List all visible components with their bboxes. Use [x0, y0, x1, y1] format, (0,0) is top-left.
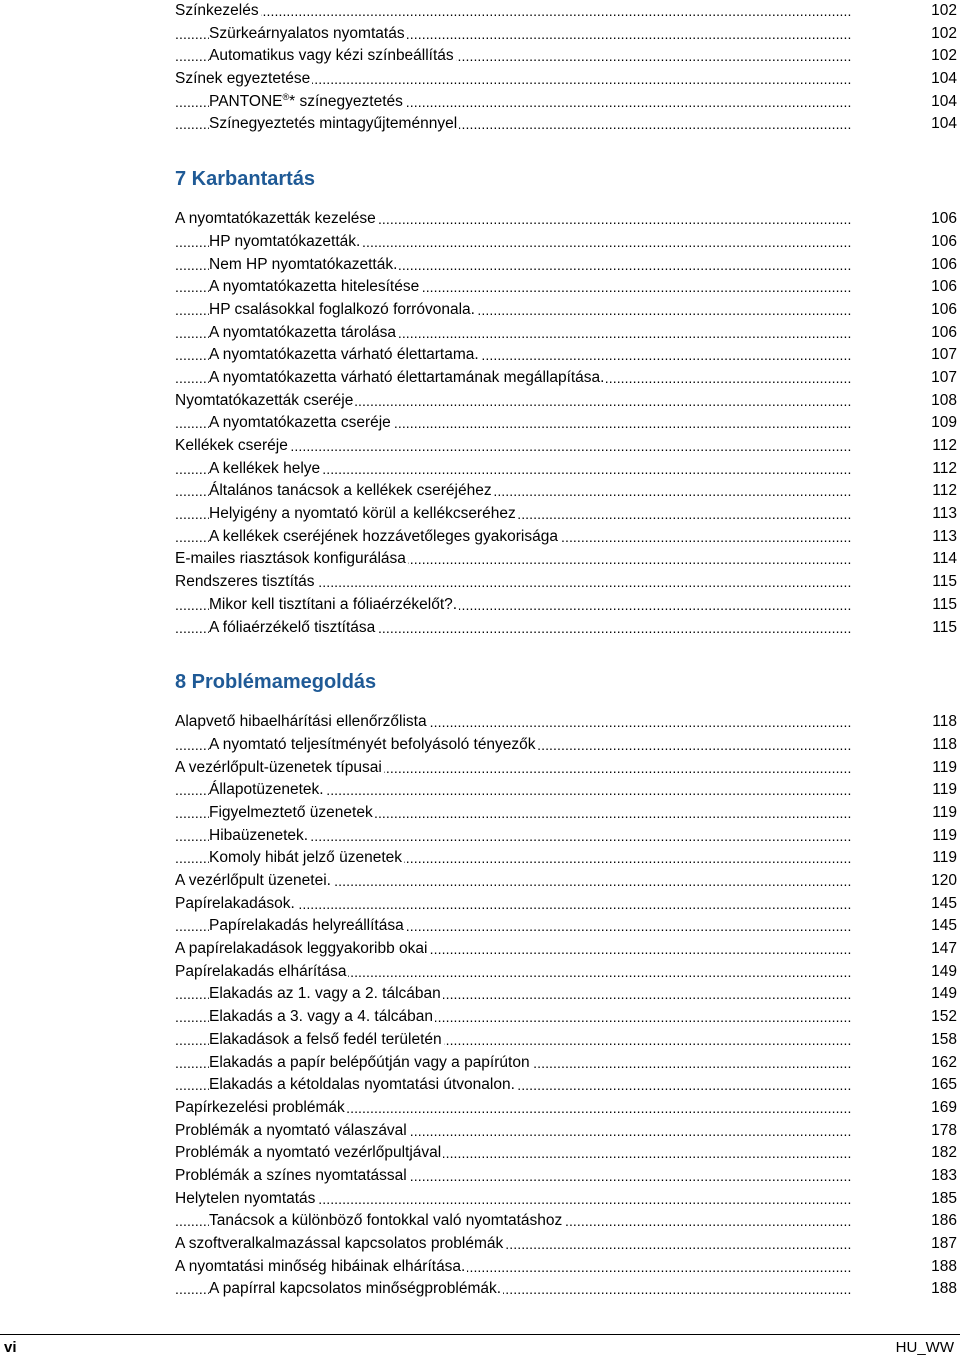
entry-title-text: Papírkezelési problémák: [175, 1098, 345, 1116]
entry-title: [209, 802, 375, 825]
entry-title: [209, 825, 310, 848]
page-ref: 162: [919, 1052, 957, 1075]
entry-title-suffix: * színegyeztetés: [289, 92, 403, 110]
toc-subentry[interactable]: [175, 503, 957, 526]
toc-entry[interactable]: [175, 870, 957, 893]
entry-title-text: A papírelakadások leggyakoribb okai: [175, 940, 428, 958]
page-ref: 106: [919, 231, 957, 254]
chapter-heading: 7 Karbantartás: [175, 168, 316, 191]
toc-entry[interactable]: [175, 1120, 957, 1143]
locale-code: HU_WW: [895, 1339, 954, 1356]
entry-title: [209, 458, 322, 481]
entry-title: [175, 961, 348, 984]
toc-subentry[interactable]: [175, 23, 957, 46]
toc-entry[interactable]: [175, 435, 957, 458]
entry-title-text: Elakadás a papír belépőútján vagy a papírúton: [209, 1053, 530, 1071]
page-ref: 113: [919, 503, 957, 526]
page-ref: 149: [919, 983, 957, 1006]
entry-title: [175, 548, 408, 571]
toc-subentry[interactable]: [175, 45, 957, 68]
page-ref: 108: [919, 390, 957, 413]
entry-title-text: Elakadás a 3. vagy a 4. tálcában: [209, 1008, 434, 1026]
toc-subentry[interactable]: [175, 847, 957, 870]
page-ref: 113: [919, 526, 957, 549]
entry-title: [209, 344, 481, 367]
toc-subentry[interactable]: [175, 276, 957, 299]
entry-title-text: A nyomtatókazetta várható élettartamának megállapítása.: [209, 368, 605, 386]
toc-entry[interactable]: [175, 938, 957, 961]
entry-title-text: A papírral kapcsolatos minőségproblémák.: [209, 1280, 502, 1298]
page-ref: 112: [919, 480, 957, 503]
toc-subentry[interactable]: [175, 594, 957, 617]
toc-entry[interactable]: [175, 1165, 957, 1188]
entry-title-text: A nyomtatókazetta tárolása: [209, 323, 396, 341]
entry-title-text: PANTONE: [209, 92, 283, 110]
entry-title-text: A kellékek helye: [209, 459, 321, 477]
page-ref: 119: [919, 757, 957, 780]
entry-title: [175, 711, 429, 734]
entry-title: [209, 1052, 532, 1075]
page-ref: 106: [919, 322, 957, 345]
toc-subentry[interactable]: [175, 779, 957, 802]
entry-title-text: Problémák a színes nyomtatással: [175, 1166, 407, 1184]
entry-title-text: Színkezelés: [175, 2, 259, 19]
entry-title: [209, 526, 560, 549]
entry-title-text: Figyelmeztető üzenetek: [209, 803, 373, 821]
entry-title: [175, 208, 378, 231]
table-of-contents: [175, 0, 957, 1301]
entry-title: [175, 938, 429, 961]
entry-title-text: HP nyomtatókazetták.: [209, 232, 361, 250]
entry-title: [209, 734, 538, 757]
entry-title: [209, 254, 399, 277]
entry-title: [175, 1120, 409, 1143]
page-ref: 183: [919, 1165, 957, 1188]
entry-title-text: Állapotüzenetek.: [209, 781, 324, 799]
entry-title: [175, 435, 290, 458]
page-ref: 119: [919, 779, 957, 802]
page-ref: 119: [919, 825, 957, 848]
page-ref: 115: [919, 617, 957, 640]
entry-title: [209, 412, 393, 435]
entry-title: [209, 276, 421, 299]
toc-subentry[interactable]: [175, 322, 957, 345]
entry-title: [175, 757, 384, 780]
entry-title-text: Színegyeztetés mintagyűjteménnyel: [209, 115, 458, 133]
entry-title: [175, 1188, 317, 1211]
entry-title-text: Rendszeres tisztítás: [175, 573, 315, 591]
entry-title: [175, 893, 297, 916]
toc-entry[interactable]: [175, 1188, 957, 1211]
entry-title: [175, 870, 333, 893]
entry-title-text: Elakadások a felső fedél területén: [209, 1030, 442, 1048]
page-ref: 182: [919, 1142, 957, 1165]
entry-title: [209, 23, 407, 46]
toc-subentry[interactable]: [175, 734, 957, 757]
entry-title-text: Automatikus vagy kézi színbeállítás: [209, 47, 454, 65]
entry-title-text: A nyomtató teljesítményét befolyásoló tényezők: [209, 735, 536, 753]
toc-entry[interactable]: [175, 757, 957, 780]
toc-subentry[interactable]: [175, 412, 957, 435]
entry-title: [175, 1233, 505, 1256]
entry-title-text: A nyomtatókazetta hitelesítése: [209, 278, 420, 296]
entry-title: [209, 367, 606, 390]
entry-title-text: A nyomtatókazetta várható élettartama.: [209, 346, 479, 364]
toc-subentry[interactable]: [175, 113, 957, 136]
page-ref: 119: [919, 802, 957, 825]
entry-title: [209, 1210, 564, 1233]
page-footer: [0, 1334, 960, 1361]
toc-entry[interactable]: [175, 1097, 957, 1120]
page-ref: 118: [919, 734, 957, 757]
entry-title: [175, 1142, 443, 1165]
entry-title-text: Papírelakadás elhárítása: [175, 962, 347, 980]
entry-title: [209, 503, 518, 526]
page-ref: 145: [919, 893, 957, 916]
entry-title-text: A vezérlőpult üzenetei.: [175, 872, 331, 889]
toc-entry[interactable]: [175, 0, 957, 23]
entry-title-text: Alapvető hibaelhárítási ellenőrzőlista: [175, 713, 427, 731]
toc-subentry[interactable]: [175, 254, 957, 277]
entry-title-text: Szürkeárnyalatos nyomtatás: [209, 24, 405, 42]
toc-subentry[interactable]: [175, 915, 957, 938]
entry-title: [209, 299, 477, 322]
entry-title-text: Elakadás az 1. vagy a 2. tálcában: [209, 985, 441, 1003]
page-ref: 178: [919, 1120, 957, 1143]
entry-title-text: HP csalásokkal foglalkozó forróvonala.: [209, 300, 475, 318]
page-number: vi: [4, 1339, 17, 1356]
registered-mark: ®: [282, 91, 290, 102]
entry-title: [175, 1097, 347, 1120]
page-ref: 115: [919, 594, 957, 617]
entry-title: [209, 1029, 444, 1052]
toc-subentry[interactable]: [175, 1074, 957, 1097]
toc-entry[interactable]: [175, 571, 957, 594]
toc-subentry[interactable]: [175, 1278, 957, 1301]
toc-entry[interactable]: [175, 893, 957, 916]
page-ref: 102: [919, 45, 957, 68]
page-ref: 120: [919, 870, 957, 893]
toc-entry[interactable]: [175, 711, 957, 734]
entry-title: [175, 0, 261, 23]
entry-title: [209, 847, 404, 870]
entry-title-text: Nem HP nyomtatókazetták.: [209, 255, 398, 273]
page-ref: 109: [919, 412, 957, 435]
page-ref: 152: [919, 1006, 957, 1029]
entry-title-text: Helytelen nyomtatás: [175, 1189, 316, 1207]
toc-subentry[interactable]: [175, 299, 957, 322]
entry-title-text: Papírelakadások.: [175, 894, 295, 912]
entry-title: [209, 1074, 517, 1097]
entry-title: [209, 779, 326, 802]
entry-title: [175, 68, 312, 91]
toc-subentry[interactable]: [175, 802, 957, 825]
page-ref: 102: [919, 23, 957, 46]
entry-title-text: Helyigény a nyomtató körül a kellékcseréhez: [209, 505, 516, 523]
toc-subentry[interactable]: [175, 1210, 957, 1233]
page-ref: 169: [919, 1097, 957, 1120]
page-ref: 106: [919, 299, 957, 322]
entry-title: [209, 91, 405, 114]
toc-entry[interactable]: [175, 961, 957, 984]
entry-title-text: Mikor kell tisztítani a fóliaérzékelőt?.: [209, 595, 458, 613]
toc-entry[interactable]: [175, 1256, 957, 1279]
page-ref: 165: [919, 1074, 957, 1097]
page-ref: 118: [919, 711, 957, 734]
toc-subentry[interactable]: [175, 91, 957, 114]
page-ref: 104: [919, 91, 957, 114]
toc-entry[interactable]: [175, 390, 957, 413]
toc-subentry[interactable]: [175, 458, 957, 481]
page-ref: 106: [919, 254, 957, 277]
page-ref: 104: [919, 113, 957, 136]
toc-subentry[interactable]: [175, 526, 957, 549]
entry-title-text: Problémák a nyomtató vezérlőpultjával: [175, 1144, 442, 1162]
toc-subentry[interactable]: [175, 825, 957, 848]
toc-subentry[interactable]: [175, 983, 957, 1006]
entry-title: [175, 390, 355, 413]
toc-entry[interactable]: [175, 208, 957, 231]
toc-subentry[interactable]: [175, 617, 957, 640]
entry-title: [209, 1278, 503, 1301]
entry-title-text: A nyomtatási minőség hibáinak elhárítása.: [175, 1257, 466, 1275]
entry-title-text: Hibaüzenetek.: [209, 826, 309, 844]
page-ref: 187: [919, 1233, 957, 1256]
page-ref: 119: [919, 847, 957, 870]
entry-title-text: A szoftveralkalmazással kapcsolatos problémák: [175, 1235, 504, 1252]
toc-entry[interactable]: [175, 548, 957, 571]
toc-subentry[interactable]: [175, 344, 957, 367]
entry-title: [209, 983, 443, 1006]
page-ref: 186: [919, 1210, 957, 1233]
entry-title-text: Nyomtatókazetták cseréje: [175, 391, 354, 409]
page-ref: 188: [919, 1256, 957, 1279]
page-ref: 106: [919, 276, 957, 299]
page-ref: 102: [919, 0, 957, 23]
entry-title: [209, 322, 398, 345]
entry-title-text: A nyomtatókazetták kezelése: [175, 210, 376, 228]
toc-subentry[interactable]: [175, 480, 957, 503]
entry-title-text: Tanácsok a különböző fontokkal való nyomtatáshoz: [209, 1212, 563, 1230]
page-ref: 115: [919, 571, 957, 594]
page-ref: 149: [919, 961, 957, 984]
page-ref: 107: [919, 344, 957, 367]
toc-subentry[interactable]: [175, 1052, 957, 1075]
entry-title-text: Papírelakadás helyreállítása: [209, 917, 404, 935]
page-ref: 114: [919, 548, 957, 571]
entry-title: [209, 617, 377, 640]
page-ref: 188: [919, 1278, 957, 1301]
entry-title-text: Problémák a nyomtató válaszával: [175, 1121, 407, 1139]
entry-title: [209, 480, 494, 503]
entry-title-text: A vezérlőpult-üzenetek típusai: [175, 758, 382, 776]
toc-entry[interactable]: [175, 68, 957, 91]
page-ref: 112: [919, 435, 957, 458]
toc-subentry[interactable]: [175, 367, 957, 390]
entry-title: [209, 594, 459, 617]
page-ref: 107: [919, 367, 957, 390]
page-ref: 112: [919, 458, 957, 481]
page-ref: 158: [919, 1029, 957, 1052]
entry-title: [175, 1256, 467, 1279]
toc-subentry[interactable]: [175, 1029, 957, 1052]
entry-title: [209, 915, 406, 938]
page-ref: 145: [919, 915, 957, 938]
entry-title-text: Komoly hibát jelző üzenetek: [209, 849, 403, 867]
toc-entry[interactable]: [175, 1142, 957, 1165]
entry-title-text: A fóliaérzékelő tisztítása: [209, 618, 376, 636]
entry-title-text: Kellékek cseréje: [175, 437, 288, 454]
entry-title-text: Elakadás a kétoldalas nyomtatási útvonalon.: [209, 1076, 515, 1094]
page-ref: 104: [919, 68, 957, 91]
entry-title-text: A nyomtatókazetta cseréje: [209, 414, 391, 432]
entry-title: [209, 1006, 435, 1029]
page-ref: 147: [919, 938, 957, 961]
entry-title-text: E-mailes riasztások konfigurálása: [175, 550, 406, 568]
entry-title: [209, 231, 362, 254]
entry-title-text: A kellékek cseréjének hozzávetőleges gyakorisága: [209, 527, 558, 545]
entry-title-text: Színek egyeztetése: [175, 70, 311, 88]
entry-title: [175, 571, 317, 594]
entry-title: [209, 45, 456, 68]
toc-entry[interactable]: [175, 1233, 957, 1256]
chapter-heading: 8 Problémamegoldás: [175, 671, 377, 694]
page-ref: 106: [919, 208, 957, 231]
toc-subentry[interactable]: [175, 1006, 957, 1029]
entry-title: [209, 113, 459, 136]
toc-subentry[interactable]: [175, 231, 957, 254]
entry-title: [175, 1165, 409, 1188]
leader-dots: [175, 0, 917, 23]
page-ref: 185: [919, 1188, 957, 1211]
entry-title-text: Általános tanácsok a kellékek cseréjéhez: [209, 482, 492, 500]
